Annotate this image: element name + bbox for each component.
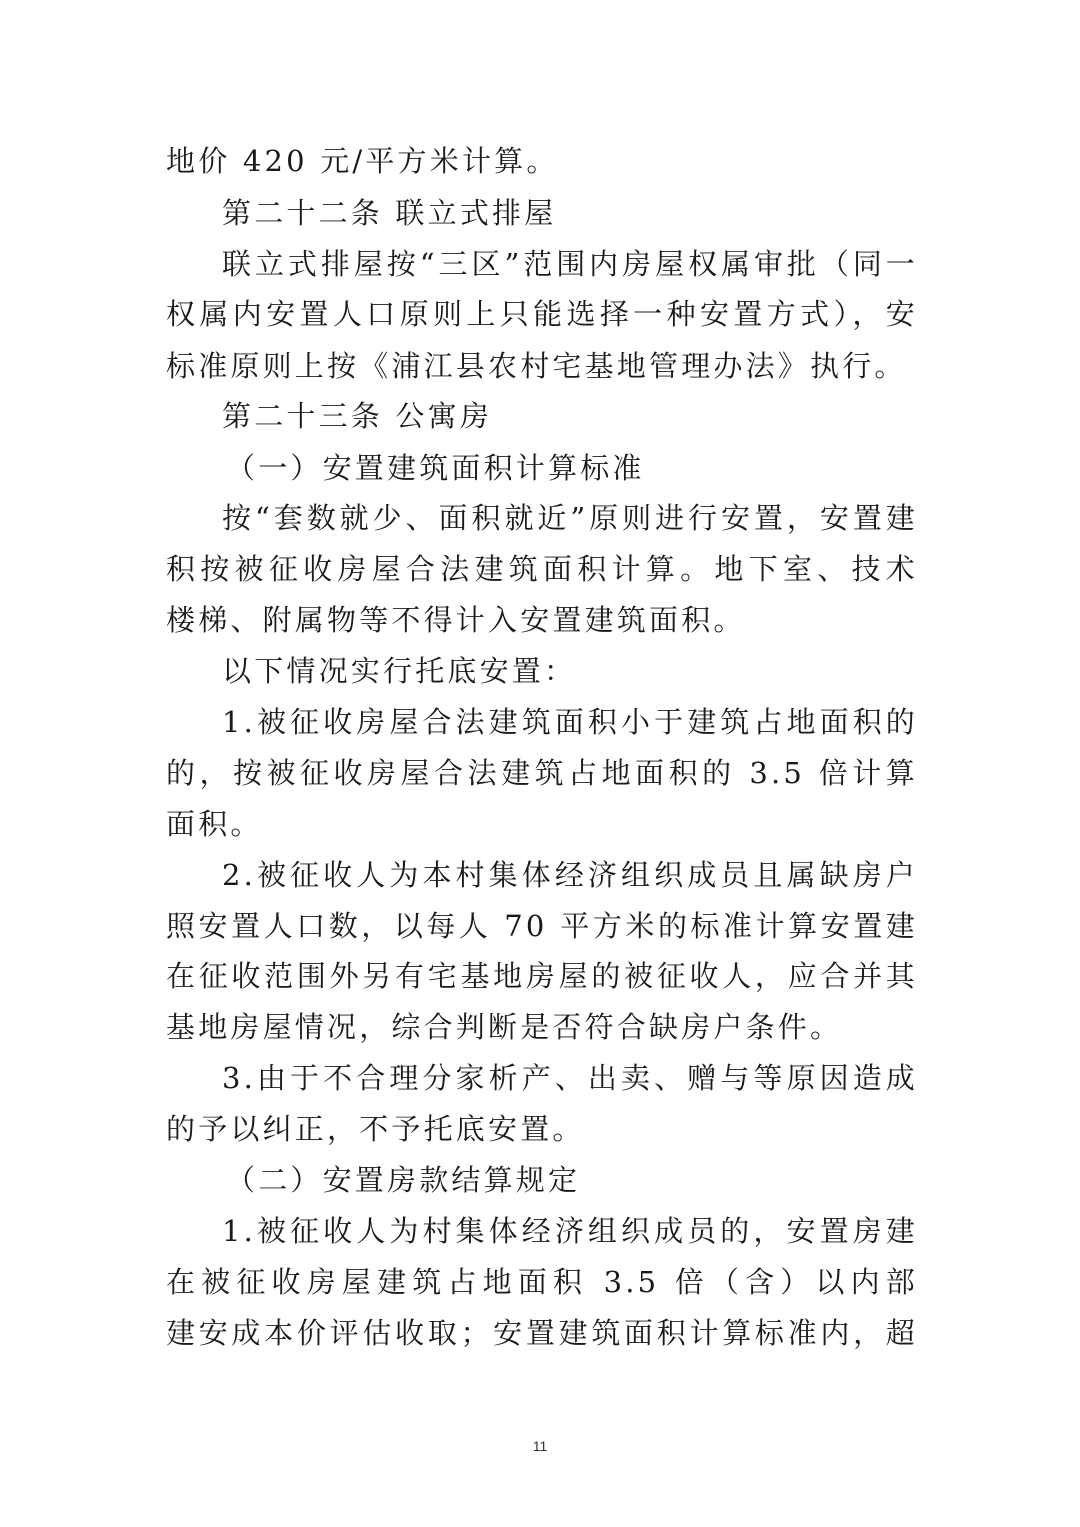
text-line-17: 在征收范围外另有宅基地房屋的被征收人，应合并其 (166, 959, 918, 993)
text-line-20: 的予以纠正，不予托底安置。 (166, 1112, 585, 1146)
text-line-9: 积按被征收房屋合法建筑面积计算。地下室、技术 (166, 552, 918, 586)
text-line-16: 照安置人口数，以每人 70 平方米的标准计算安置建 (166, 909, 918, 943)
article-22-heading: 第二十二条 联立式排屋 (222, 196, 557, 230)
text-line-24: 建安成本价评估收取；安置建筑面积计算标准内，超 (166, 1316, 918, 1350)
text-line-13: 的，按被征收房屋合法建筑占地面积的 3.5 倍计算 (166, 756, 918, 790)
section-2-heading: （二）安置房款结算规定 (226, 1163, 581, 1197)
text-line-4: 权属内安置人口原则上只能选择一种安置方式），安 (166, 297, 918, 331)
text-line-12: 1.被征收房屋合法建筑面积小于建筑占地面积的 (222, 705, 918, 739)
text-line-22: 1.被征收人为村集体经济组织成员的，安置房建 (222, 1214, 918, 1248)
text-line-10: 楼梯、附属物等不得计入安置建筑面积。 (166, 603, 746, 637)
article-23-heading: 第二十三条 公寓房 (222, 399, 493, 433)
text-line-8: 按“套数就少、面积就近”原则进行安置，安置建 (222, 501, 918, 535)
text-line-5: 标准原则上按《浦江县农村宅基地管理办法》执行。 (166, 349, 907, 383)
text-line-14: 面积。 (166, 807, 263, 841)
text-line-11: 以下情况实行托底安置： (222, 654, 577, 688)
text-line-18: 基地房屋情况，综合判断是否符合缺房户条件。 (166, 1010, 843, 1044)
text-line-1: 地价 420 元/平方米计算。 (166, 144, 559, 178)
text-line-15: 2.被征收人为本村集体经济组织成员且属缺房户 (222, 858, 918, 892)
page-number: 11 (532, 1438, 548, 1454)
text-line-23: 在被征收房屋建筑占地面积 3.5 倍（含）以内部 (166, 1265, 918, 1299)
text-line-3: 联立式排屋按“三区”范围内房屋权属审批（同一 (222, 247, 918, 281)
text-line-19: 3.由于不合理分家析产、出卖、赠与等原因造成 (222, 1061, 918, 1095)
section-1-heading: （一）安置建筑面积计算标准 (226, 451, 645, 485)
